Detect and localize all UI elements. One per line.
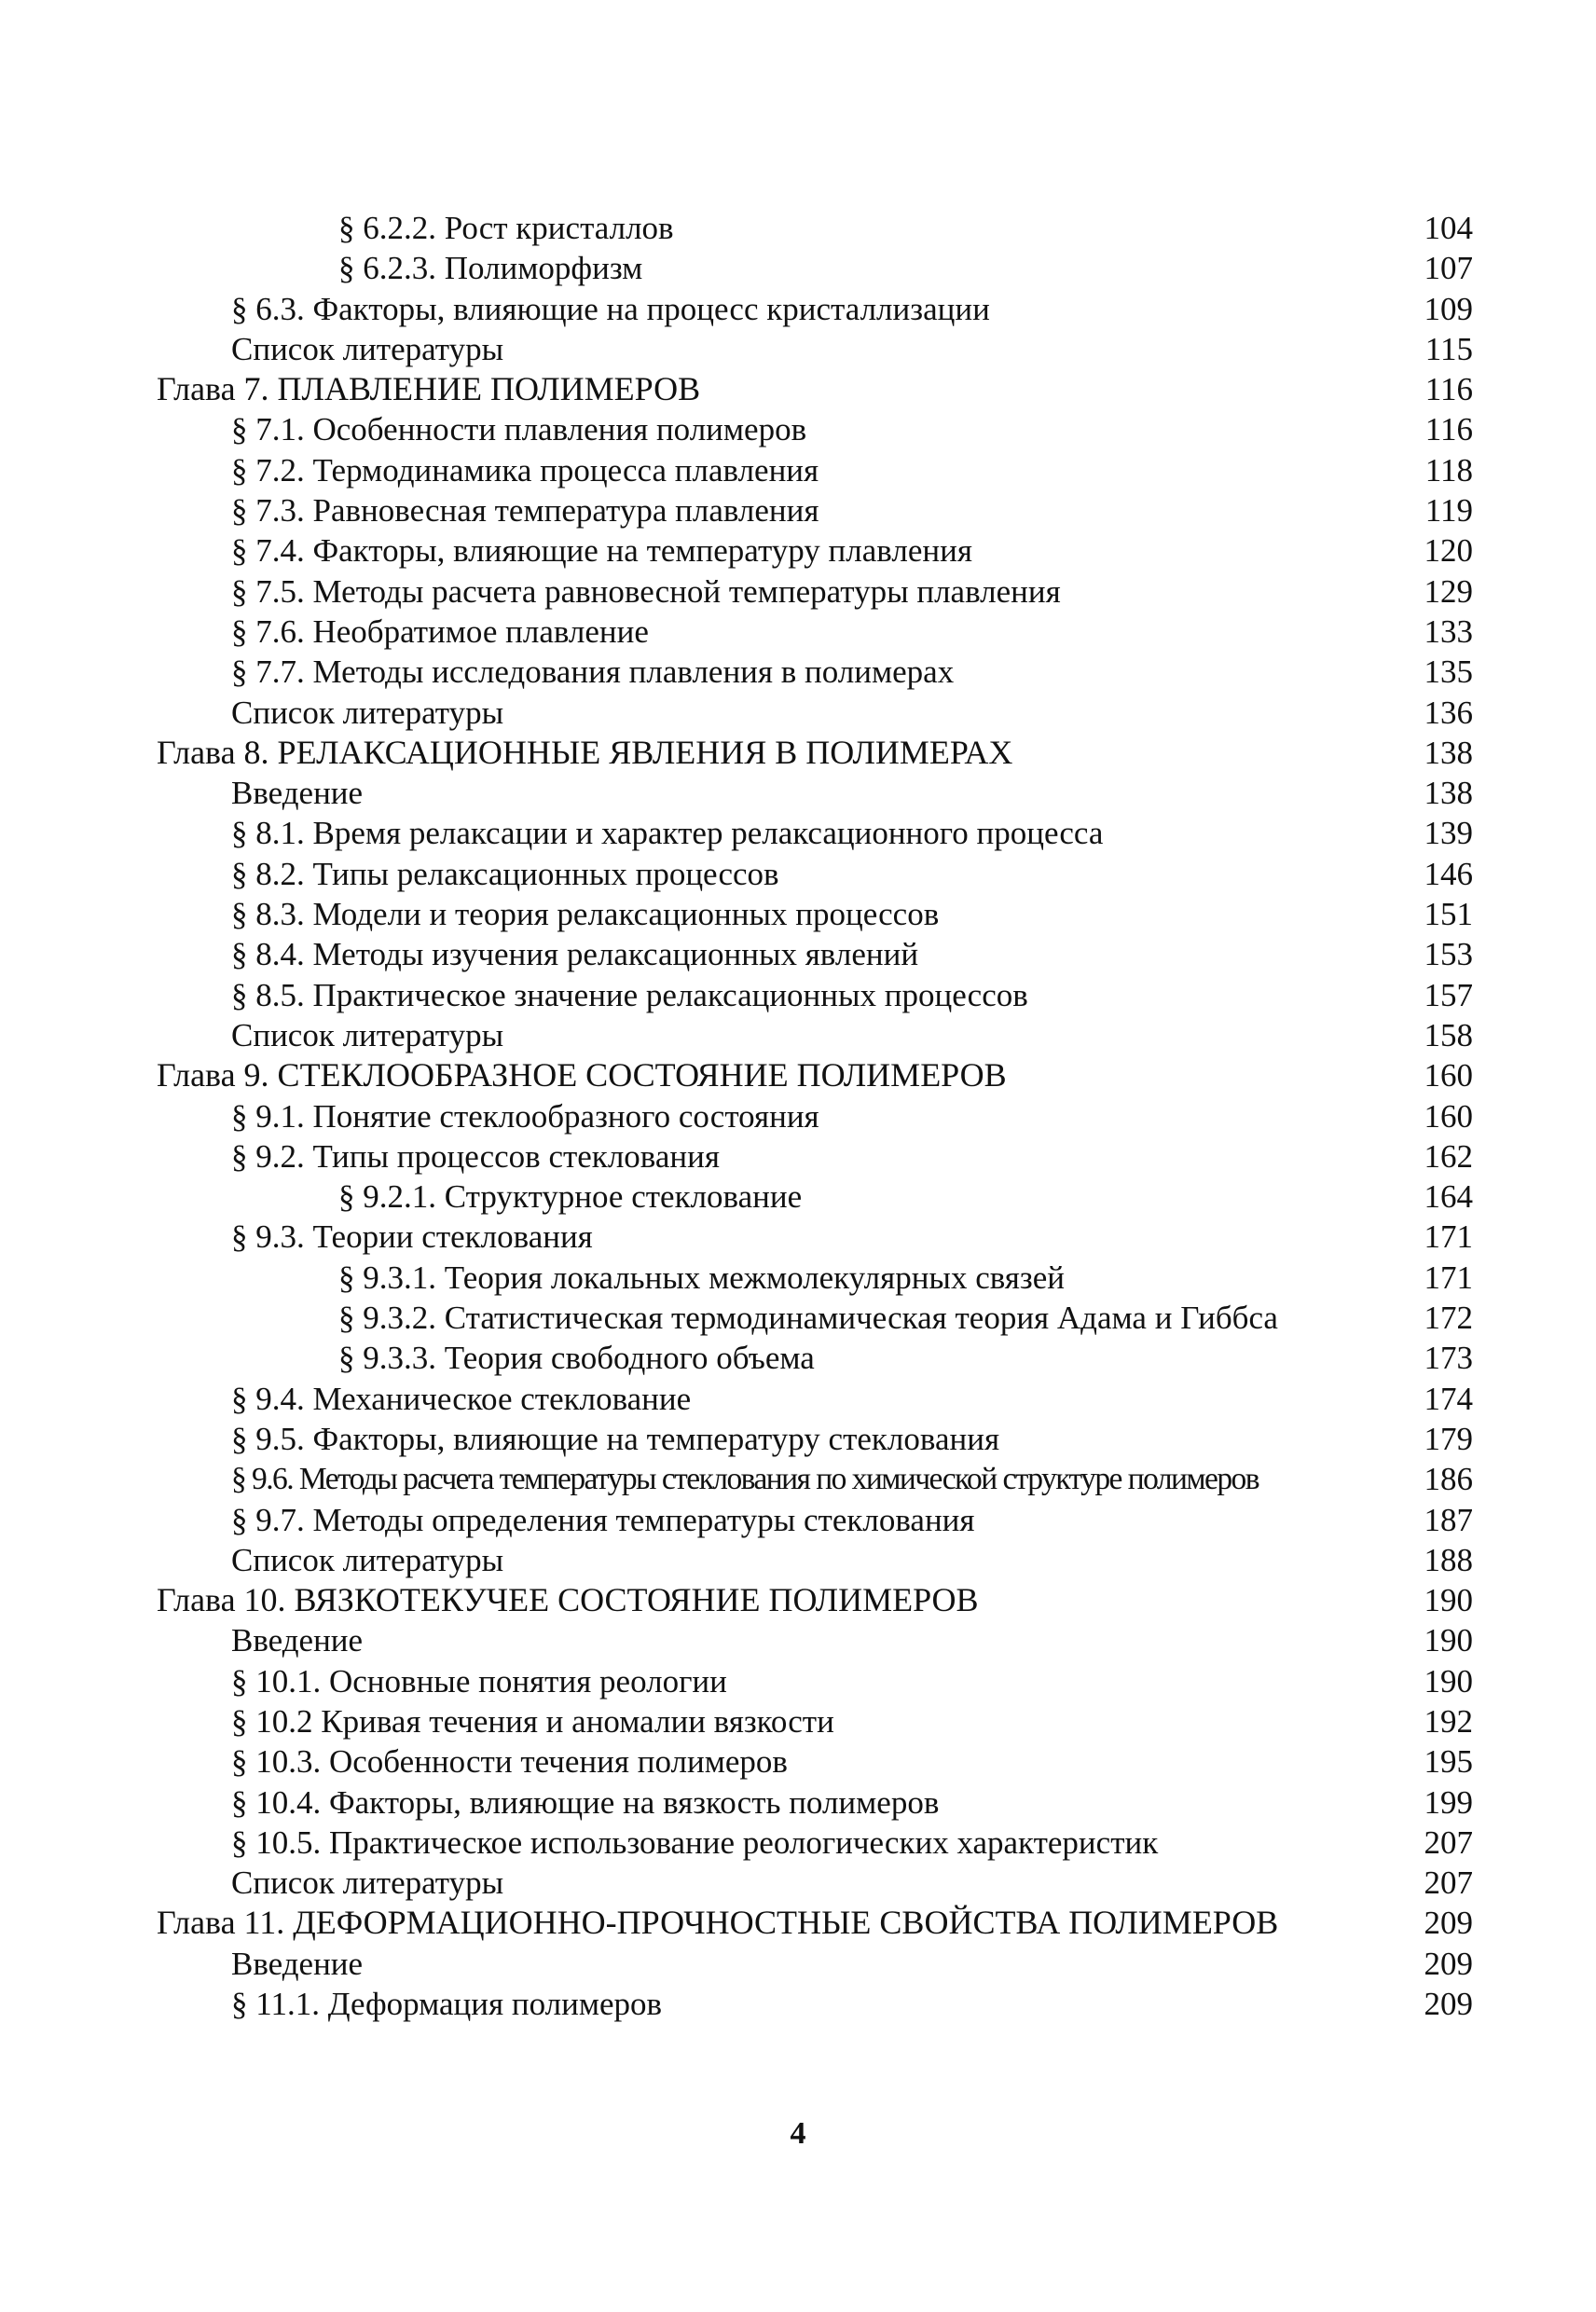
table-of-contents xyxy=(157,208,1473,2024)
toc-entry-title: § 10.5. Практическое использование реологических характеристик xyxy=(231,1823,1159,1861)
toc-entry xyxy=(157,813,1473,853)
toc-entry xyxy=(157,773,1473,813)
toc-entry-title: § 7.6. Необратимое плавление xyxy=(231,612,649,650)
toc-entry-title: § 10.3. Особенности течения полимеров xyxy=(231,1743,788,1781)
toc-entry-title: § 9.3.2. Статистическая термодинамическая теория Адама и Гиббса xyxy=(338,1300,1278,1337)
toc-entry-page: 158 xyxy=(1424,1016,1473,1053)
toc-entry-title: Глава 7. ПЛАВЛЕНИЕ ПОЛИМЕРОВ xyxy=(157,370,701,408)
toc-entry xyxy=(157,1258,1473,1298)
toc-entry xyxy=(157,1782,1473,1823)
toc-entry-title: § 7.1. Особенности плавления полимеров xyxy=(231,411,807,448)
toc-entry-title: Введение xyxy=(231,1945,364,1982)
toc-entry xyxy=(157,854,1473,894)
toc-entry xyxy=(157,208,1473,248)
toc-entry-title: § 9.2.1. Структурное стеклование xyxy=(338,1178,803,1216)
toc-entry-page: 138 xyxy=(1424,734,1473,771)
toc-entry xyxy=(157,1177,1473,1217)
toc-entry xyxy=(157,1379,1473,1419)
toc-entry-title: Список литературы xyxy=(231,1016,504,1053)
toc-entry-page: 209 xyxy=(1424,1945,1473,1982)
toc-entry xyxy=(157,289,1473,329)
toc-entry-page: 186 xyxy=(1424,1461,1473,1498)
toc-entry-title: Глава 10. ВЯЗКОТЕКУЧЕЕ СОСТОЯНИЕ ПОЛИМЕРОВ xyxy=(157,1581,979,1619)
toc-entry-page: 136 xyxy=(1424,694,1473,731)
toc-chapter-entry xyxy=(157,733,1473,773)
toc-entry-page: 209 xyxy=(1424,1986,1473,2023)
toc-entry xyxy=(157,1823,1473,1863)
toc-entry-page: 160 xyxy=(1424,1057,1473,1094)
toc-entry xyxy=(157,894,1473,934)
toc-entry xyxy=(157,1701,1473,1741)
toc-entry-title: § 10.4. Факторы, влияющие на вязкость полимеров xyxy=(231,1783,940,1821)
toc-entry-page: 116 xyxy=(1424,371,1473,408)
toc-entry-page: 129 xyxy=(1424,572,1473,610)
toc-entry-title: Список литературы xyxy=(231,1865,504,1902)
toc-entry-title: Список литературы xyxy=(231,330,504,367)
toc-entry-title: § 8.2. Типы релаксационных процессов xyxy=(231,855,779,892)
toc-entry-title: § 9.7. Методы определения температуры стеклования xyxy=(231,1501,975,1538)
toc-entry xyxy=(157,934,1473,974)
toc-entry xyxy=(157,1298,1473,1338)
toc-entry xyxy=(157,693,1473,733)
toc-entry xyxy=(157,652,1473,692)
toc-entry-page: 146 xyxy=(1424,855,1473,892)
toc-entry-page: 174 xyxy=(1424,1380,1473,1417)
toc-entry-title: § 7.2. Термодинамика процесса плавления xyxy=(231,451,819,489)
toc-entry-page: 153 xyxy=(1424,936,1473,973)
toc-entry-page: 190 xyxy=(1424,1582,1473,1619)
toc-entry-page: 135 xyxy=(1424,654,1473,691)
toc-chapter-entry xyxy=(157,1903,1473,1943)
toc-entry-page: 151 xyxy=(1424,896,1473,933)
toc-entry-page: 120 xyxy=(1424,532,1473,570)
toc-entry-title: Глава 9. СТЕКЛООБРАЗНОЕ СОСТОЯНИЕ ПОЛИМЕРОВ xyxy=(157,1056,1007,1094)
toc-chapter-entry xyxy=(157,1580,1473,1620)
toc-entry-page: 138 xyxy=(1424,775,1473,812)
toc-entry-title: § 10.2 Кривая течения и аномалии вязкости xyxy=(231,1702,834,1740)
toc-entry-title: § 9.3.1. Теория локальных межмолекулярных связей xyxy=(338,1259,1065,1296)
toc-entry-page: 107 xyxy=(1424,250,1473,287)
toc-entry-page: 118 xyxy=(1424,451,1473,489)
toc-entry-title: Введение xyxy=(231,775,364,812)
toc-entry xyxy=(157,1863,1473,1903)
toc-entry-page: 173 xyxy=(1424,1340,1473,1377)
toc-entry-page: 109 xyxy=(1424,290,1473,327)
toc-entry xyxy=(157,1620,1473,1660)
toc-entry-title: § 9.3.3. Теория свободного объема xyxy=(338,1340,815,1377)
toc-entry xyxy=(157,1944,1473,1984)
toc-entry-page: 179 xyxy=(1424,1420,1473,1457)
toc-entry-title: § 6.2.3. Полиморфизм xyxy=(338,250,643,287)
toc-entry-title: § 9.1. Понятие стеклообразного состояния xyxy=(231,1097,819,1135)
toc-entry-page: 190 xyxy=(1424,1622,1473,1659)
toc-entry-title: § 6.2.2. Рост кристаллов xyxy=(338,210,674,246)
toc-entry-title: § 8.1. Время релаксации и характер релаксационного процесса xyxy=(231,815,1104,852)
toc-entry xyxy=(157,1984,1473,2024)
page-number: 4 xyxy=(790,2116,806,2151)
toc-entry-page: 172 xyxy=(1424,1300,1473,1337)
toc-entry xyxy=(157,1338,1473,1378)
toc-entry-page: 199 xyxy=(1424,1783,1473,1821)
toc-entry-title: § 9.2. Типы процессов стеклования xyxy=(231,1137,720,1175)
toc-entry-page: 171 xyxy=(1424,1218,1473,1256)
toc-entry xyxy=(157,1136,1473,1177)
toc-entry-title: § 9.6. Методы расчета температуры стеклования по химической структуре полимеров xyxy=(231,1462,1259,1497)
toc-entry-title: Список литературы xyxy=(231,694,504,731)
toc-entry-page: 162 xyxy=(1424,1137,1473,1175)
toc-entry-title: Введение xyxy=(231,1622,364,1659)
toc-entry-title: § 8.3. Модели и теория релаксационных процессов xyxy=(231,896,940,933)
toc-entry xyxy=(157,530,1473,571)
toc-entry xyxy=(157,1096,1473,1136)
toc-entry-page: 104 xyxy=(1424,210,1473,246)
toc-entry-page: 133 xyxy=(1424,612,1473,650)
toc-entry-page: 192 xyxy=(1424,1702,1473,1740)
toc-entry-title: § 6.3. Факторы, влияющие на процесс кристаллизации xyxy=(231,290,990,327)
toc-entry xyxy=(157,975,1473,1015)
toc-entry xyxy=(157,1500,1473,1540)
toc-entry-page: 116 xyxy=(1424,411,1473,448)
toc-entry-page: 207 xyxy=(1424,1865,1473,1902)
toc-entry xyxy=(157,329,1473,369)
toc-entry-title: Глава 11. ДЕФОРМАЦИОННО-ПРОЧНОСТНЫЕ СВОЙСТВА ПОЛИМЕРОВ xyxy=(157,1904,1279,1942)
toc-entry-title: § 9.4. Механическое стеклование xyxy=(231,1380,692,1417)
toc-entry-title: § 9.3. Теории стеклования xyxy=(231,1218,593,1256)
toc-entry xyxy=(157,248,1473,288)
toc-entry-title: § 8.4. Методы изучения релаксационных явлений xyxy=(231,936,919,973)
toc-entry-title: § 7.5. Методы расчета равновесной температуры плавления xyxy=(231,572,1061,610)
toc-entry xyxy=(157,612,1473,652)
toc-entry xyxy=(157,1217,1473,1257)
toc-entry-title: § 7.7. Методы исследования плавления в полимерах xyxy=(231,654,955,691)
toc-entry xyxy=(157,571,1473,612)
toc-entry xyxy=(157,1459,1473,1499)
toc-entry-page: 119 xyxy=(1424,492,1473,530)
toc-chapter-entry xyxy=(157,1055,1473,1095)
toc-entry-page: 187 xyxy=(1424,1501,1473,1538)
toc-entry xyxy=(157,1419,1473,1459)
toc-entry-page: 171 xyxy=(1424,1259,1473,1296)
toc-entry-page: 164 xyxy=(1424,1178,1473,1216)
toc-entry-page: 190 xyxy=(1424,1662,1473,1700)
toc-entry xyxy=(157,409,1473,449)
toc-entry-page: 115 xyxy=(1424,330,1473,367)
toc-entry-title: Глава 8. РЕЛАКСАЦИОННЫЕ ЯВЛЕНИЯ В ПОЛИМЕРАХ xyxy=(157,733,1013,771)
toc-entry-page: 188 xyxy=(1424,1541,1473,1578)
toc-entry-title: § 7.3. Равновесная температура плавления xyxy=(231,492,819,530)
toc-entry-page: 207 xyxy=(1424,1823,1473,1861)
toc-entry-title: Список литературы xyxy=(231,1541,504,1578)
toc-entry-title: § 7.4. Факторы, влияющие на температуру плавления xyxy=(231,532,972,570)
toc-entry-page: 195 xyxy=(1424,1743,1473,1781)
toc-entry-page: 139 xyxy=(1424,815,1473,852)
toc-entry-title: § 10.1. Основные понятия реологии xyxy=(231,1662,727,1700)
toc-entry xyxy=(157,490,1473,530)
toc-entry-title: § 8.5. Практическое значение релаксационных процессов xyxy=(231,976,1028,1013)
toc-entry xyxy=(157,450,1473,490)
toc-entry-page: 160 xyxy=(1424,1097,1473,1135)
toc-entry xyxy=(157,1540,1473,1580)
toc-entry-title: § 11.1. Деформация полимеров xyxy=(231,1986,663,2023)
toc-chapter-entry xyxy=(157,369,1473,409)
toc-entry xyxy=(157,1741,1473,1782)
toc-entry-page: 209 xyxy=(1424,1905,1473,1942)
toc-entry xyxy=(157,1661,1473,1701)
toc-entry xyxy=(157,1015,1473,1055)
toc-entry-title: § 9.5. Факторы, влияющие на температуру стеклования xyxy=(231,1420,1000,1457)
toc-entry-page: 157 xyxy=(1424,976,1473,1013)
